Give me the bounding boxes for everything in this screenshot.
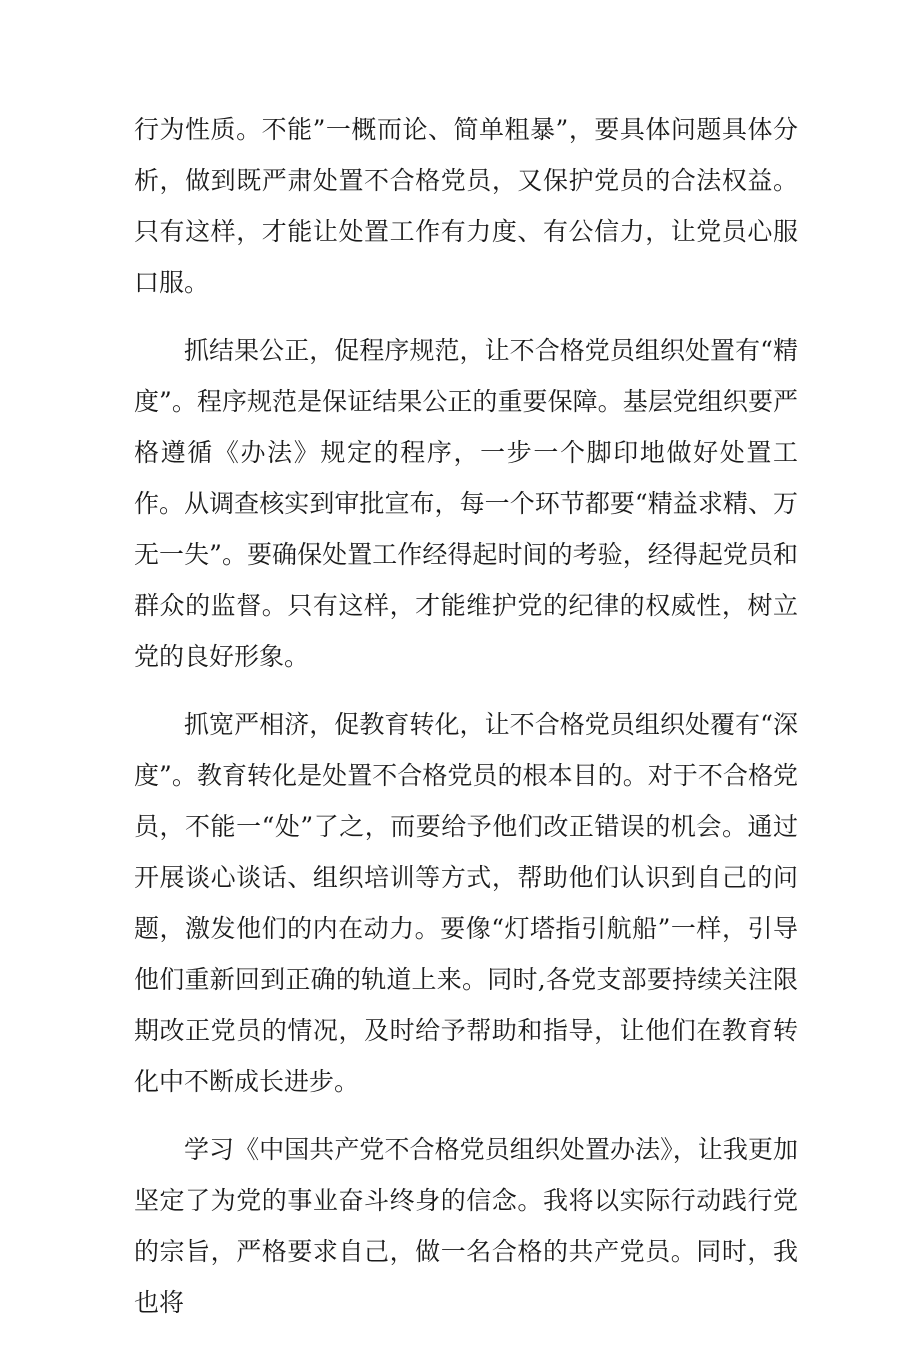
paragraph-continuation: 行为性质。不能”一概而论、简单粗暴”，要具体问题具体分析，做到既严肃处置不合格党员，又保护党员的合法权益。只有这样，才能让处置工作有力度、有公信力，让党员心服口服。 [134, 115, 798, 297]
paragraph-procedure-fairness: 抓结果公正，促程序规范，让不合格党员组织处置有“精度”。程序规范是保证结果公正的重要保障。基层党组织要严格遵循《办法》规定的程序，一步一个脚印地做好处置工作。从调查核实到审批宣布，每一个环节都要“精益求精、万无一失”。要确保处置工作经得起时间的考验，经得起党员和群众的监督。只有这样，才能维护党的纪律的权威性，树立党的良好形象。 [134, 336, 798, 671]
document-body [134, 104, 798, 1345]
paragraph-study-reflection: 学习《中国共产党不合格党员组织处置办法》，让我更加坚定了为党的事业奋斗终身的信念。我将以实际行动践行党的宗旨，严格要求自己，做一名合格的共产党员。同时，我也将 [134, 1135, 798, 1317]
paragraph-education-transformation: 抓宽严相济，促教育转化，让不合格党员组织处覆有“深度”。教育转化是处置不合格党员的根本目的。对于不合格党员，不能一“处”了之，而要给予他们改正错误的机会。通过开展谈心谈话、组织培训等方式，帮助他们认识到自己的问题，激发他们的内在动力。要像“灯塔指引航船”一样，引导他们重新回到正确的轨道上来。同时,各党支部要持续关注限期改正党员的情况，及时给予帮助和指导，让他们在教育转化中不断成长进步。 [134, 710, 798, 1096]
